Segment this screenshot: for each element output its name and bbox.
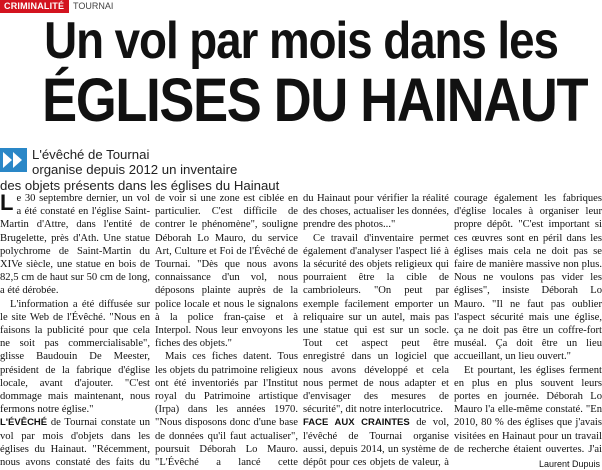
headline-line-2: ÉGLISES DU HAINAUT [42,66,588,134]
location-label: TOURNAI [73,1,114,11]
paragraph: de Tournai constate un vol par mois d'objets dans les églises du Hainaut. "Récemment, nous avons constaté des faits du [0,417,150,469]
section-rubric: CRIMINALITÉ [0,0,69,13]
paragraph: e 30 septembre dernier, un vol a été constaté en l'église Saint-Martin d'Attre, dans l'entité de Brugelette, près d'Ath. Une statue polychrome de Saint-Martin du XIVe siècle, une statue en bois de 82,5 cm de haut sur 50 cm de long, a été dérobée. [0,193,150,297]
paragraph: de vol, l'évêché de Tournai organise aussi, depuis 2014, un système de dépôt pour ces objets de valeur, à [303,417,449,469]
paragraph: de voir si une zone est ciblée en particulier. C'est difficile de contrer le phénomène", souligne Déborah Lo Mauro, du service Art, Culture et Foi de l'Évêché de Tournai. "Dès que nous avons connaissance d'un vol, nous déposons plainte auprès de la police locale et nous le signalons à la police fran-çaise et à Interpol. Nous leur envoyons les fiches des objets." [155,193,298,350]
article-column-2 [155,192,298,470]
article-column-1 [0,192,150,470]
double-chevron-right-icon [0,148,27,172]
paragraph: Ce travail d'inventaire permet également d'analyser l'aspect lié à la sécurité des objets religieux qui pourraient être la cible de cambrioleurs. "On peut par exemple facilement emporter un reliquaire sur un autel, mais pas une statue qui est sur un socle. Tout cet aspect peut être enregistré dans un logiciel que nous avons développé et cela nous permet de nous adapter et d'envisager des mesures de sécurité", dit notre interlocutrice. [303,232,449,416]
article-column-3 [303,192,449,470]
lead-line-3: des objets présents dans les églises du Hainaut [0,178,280,193]
paragraph: Et pourtant, les églises ferment en plus en plus souvent leurs portes en journée. Déborah Lo Mauro l'a elle-même constaté. "En 2010, 80 % des églises que j'avais visitées en Hainaut pour un travail de recherche étaient ouvertes. J'ai [454,364,602,455]
headline [0,12,602,134]
run-in-heading: FACE AUX CRAINTES [303,417,410,429]
byline: Laurent Dupuis [538,459,600,469]
lead-block [0,147,310,193]
headline-line-1: Un vol par mois dans les [44,12,558,70]
paragraph: courage également les fabriques d'église locales à organiser leur propre dépôt. "C'est important si ces œuvres sont en péril dans les églises mais cela ne doit pas se faire de manière massive non plus. Nous ne voulons pas vider les églises", insiste Déborah Lo Mauro. "Il ne faut pas oublier l'aspect sécurité mais une église, ça ne doit pas être un coffre-fort muséal. Ça doit être un lieu accueillant, un lieu ouvert." [454,193,602,363]
paragraph: du Hainaut pour vérifier la réalité des choses, actualiser les données, prendre des photos..." [303,193,449,231]
paragraph: L'information a été diffusée sur le site Web de l'Évêché. "Nous en faisons la publicité pour que cela ne soit pas commercialisable", glisse Baudouin De Meester, président de la fabrique d'église locale, avant d'ajouter. "C'est dommage mais maintenant, nous fermons notre église." [0,298,150,416]
run-in-heading: L'ÉVÊCHÉ [0,417,48,429]
paragraph: Mais ces fiches datent. Tous les objets du patrimoine religieux ont été inventoriés par l'Institut royal du Patrimoine artistique (Irpa) dans les années 1970. "Nous disposons donc d'une base de données qu'il faut actualiser", poursuit Déborah Lo Mauro. "L'Évêché a lancé cette [155,351,298,469]
drop-cap: L [0,192,14,215]
lead-line-1: L'évêché de Tournai [32,147,150,162]
article-column-4 [454,192,602,457]
lead-line-2: organise depuis 2012 un inventaire [32,162,238,177]
lead-lines-1-2 [32,147,310,177]
